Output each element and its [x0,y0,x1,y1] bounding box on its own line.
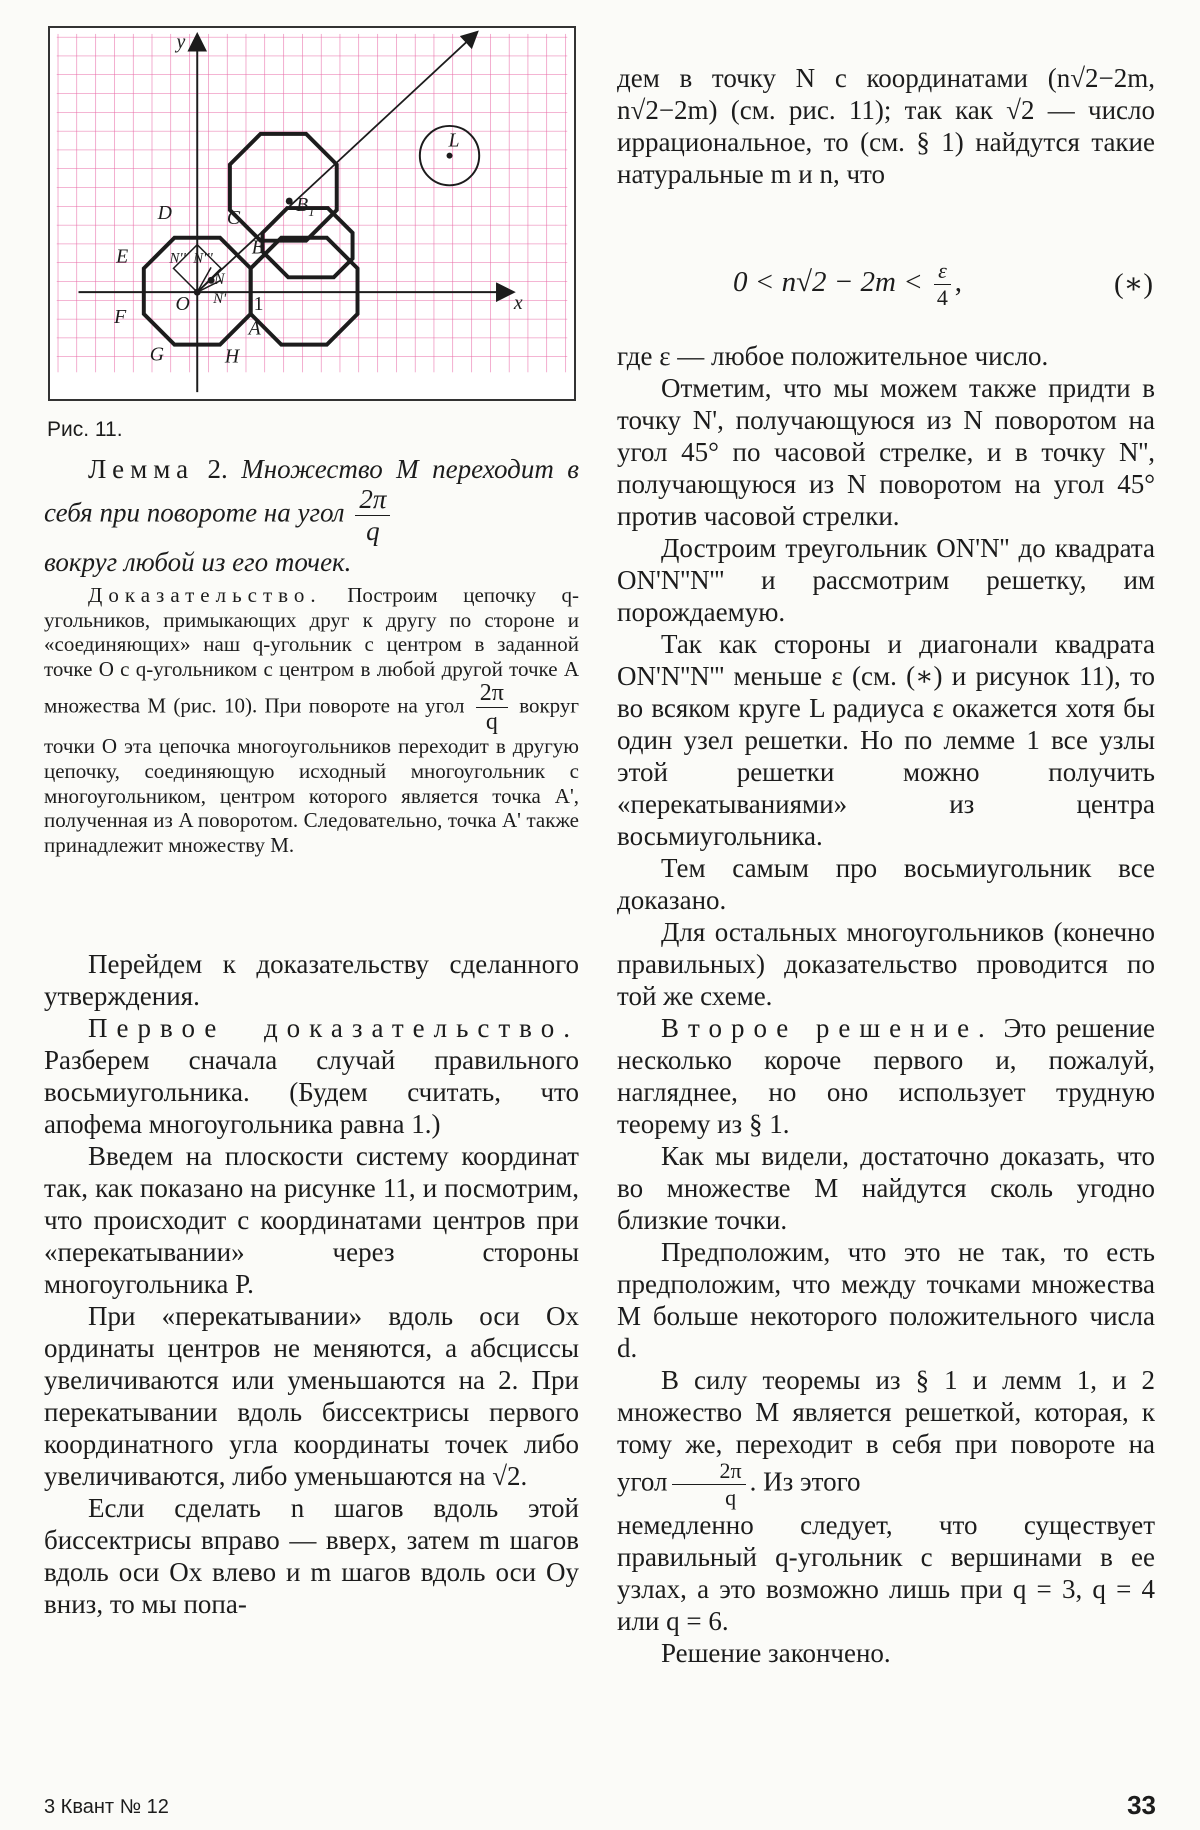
lemma-title: Лемма [88,454,195,484]
label-N1: N' [213,291,227,308]
label-E: E [116,245,129,268]
paragraph-coordinates: Введем на плоскости систему координат так, как показано на рисунке 11, и посмотрим, что происходит с координатами центров при «перекатывании» через стороны многоугольника P. [44,1141,579,1299]
paragraph-rotation: Отметим, что мы можем также придти в точку N', получающуюся из N поворотом на угол 45° по часовой стрелке, и в точку N'', получающуюся из N поворотом на угол 45° против часовой стрелки. [617,373,1155,531]
paragraph-conclusion: немедленно следует, что существует правильный q-угольник с вершинами в ее узлах, а это возможно лишь при q = 3, q = 4 или q = 6. [617,1510,1155,1636]
paragraph-first-proof: Первое доказательство. Разберем сначала случай правильного восьмиугольника. (Будем считать, что апофема многоугольника равна 1.) [44,1013,579,1139]
label-one: 1 [253,292,264,315]
paragraph-transition: Перейдем к доказательству сделанного утверждения. [44,949,579,1011]
point-O [194,289,201,296]
label-B1: $B_1$ [296,194,315,219]
paragraph-epsilon: где ε — любое положительное число. [617,341,1049,371]
figure-11 [48,26,576,401]
formula-left: 0 < n√2 − 2m < [733,266,923,299]
paragraph-square: Достроим треугольник ON'N'' до квадрата ON'N''N''' и рассмотрим решетку, им порождаемую. [617,533,1155,627]
label-F: F [114,305,127,328]
inequality-formula: 0 < n√2 − 2m < $\frac{\varepsilon}{4}$ , (∗) [733,258,1153,310]
proof-text-2: вокруг точки O эта цепочка многоугольников переходит в другую цепочку, соединяющую исходный многоугольник с многоугольником, центром которого является точка A', полученная из A поворотом. Следовательно, точка A' также принадлежит множеству M. [44,693,579,857]
label-N3: N''' [193,250,213,267]
circle-L-center [447,153,453,159]
label-B: B [251,236,264,259]
right-paragraphs [617,340,1155,1669]
proof-paragraph [44,583,579,857]
lemma-text-2: вокруг любой из его точек. [44,547,352,577]
right-paragraph-1: дем в точку N с координатами (n√2−2m, n√2−2m) (см. рис. 11); так как √2 — число иррациональное, то (см. § 1) найдутся такие натуральные m и n, что [617,63,1155,189]
figure-11-diagram [50,28,574,399]
paragraph-steps: Если сделать n шагов вдоль этой биссектрисы вправо — вверх, затем m шагов вдоль оси Ox влево и m шагов вдоль оси Oy вниз, то мы попа- [44,1493,579,1619]
label-G: G [149,343,165,366]
footer-journal: 3 Квант № 12 [44,1796,169,1818]
lemma-number: 2. [207,454,228,484]
label-H: H [224,345,240,368]
label-O: O [175,292,190,315]
grid-paper [57,34,567,372]
paragraph-lattice: Так как стороны и диагонали квадрата ON'N''N''' меньше ε (см. (∗) и рисунок 11), то во всяком круге L радиуса ε окажется хотя бы один узел решетки. Но по лемме 1 все узлы этой решетки можно получить «перекатываниями» из центра восьмиугольника. [617,629,1155,851]
lemma-2 [44,452,579,579]
paragraph-other-polygons: Для остальных многоугольников (конечно правильных) доказательство проводится по той же схеме. [617,917,1155,1011]
paragraph-close-points: Как мы видели, достаточно доказать, что во множестве M найдутся сколь угодно близкие точки. [617,1141,1155,1235]
paragraph-suppose: Предположим, что это не так, то есть предположим, что между точками множества M больше некоторого положительного числа d. [617,1237,1155,1363]
left-paragraphs [44,948,579,1620]
paragraph-end: Решение закончено. [661,1638,891,1668]
formula-fraction: $\frac{\varepsilon}{4}$ [934,260,951,309]
formula-tag: (∗) [1113,268,1153,300]
paragraph-rolling: При «перекатывании» вдоль оси Ox ординаты центров не меняются, а абсциссы увеличиваются или уменьшаются на 2. При перекатывании вдоль биссектрисы первого координатного угла координаты точек либо увеличиваются, либо уменьшаются на √2. [44,1301,579,1491]
proof-heading: Доказательство. [88,583,322,607]
label-L: L [448,129,460,152]
rotation-fraction: $\frac{2\pi}{q}$ [672,1460,746,1509]
label-y: y [176,30,186,53]
paragraph-octagon-done: Тем самым про восьмиугольник все доказано. [617,853,1155,915]
paragraph-second-solution: Второе решение. Это решение несколько короче первого и, пожалуй, нагляднее, но оно использует трудную теорему из § 1. [617,1013,1155,1139]
label-A: A [248,317,261,340]
label-C: C [226,206,241,229]
label-D: D [157,201,172,224]
lemma-text-1: Множество M переходит в себя при повороте на угол [44,454,579,528]
page-number: 33 [1127,1790,1156,1820]
point-B1 [286,198,293,205]
proof-text-1: Построим цепочку q-угольников, примыкающих друг к другу по стороне и «соединяющих» наш q-угольник с центром в заданной точке O с q-угольником с центром в любой другой точке A множества M (рис. 10). При повороте на угол [44,583,580,718]
lemma-fraction: $\frac{2\pi}{q}$ [355,486,390,545]
paragraph-lattice-theorem: В силу теоремы из § 1 и лемм 1, и 2 множество M является решеткой, которая, к тому же, переходит в себя при повороте на угол $\frac{2\pi}{q}$ . Из этого [617,1365,1155,1510]
proof-fraction: $\frac{2\pi}{q}$ [476,681,508,734]
label-N2: N'' [169,250,186,267]
label-x: x [513,291,523,314]
figure-caption: Рис. 11. [47,418,123,441]
label-N: N [214,271,225,289]
